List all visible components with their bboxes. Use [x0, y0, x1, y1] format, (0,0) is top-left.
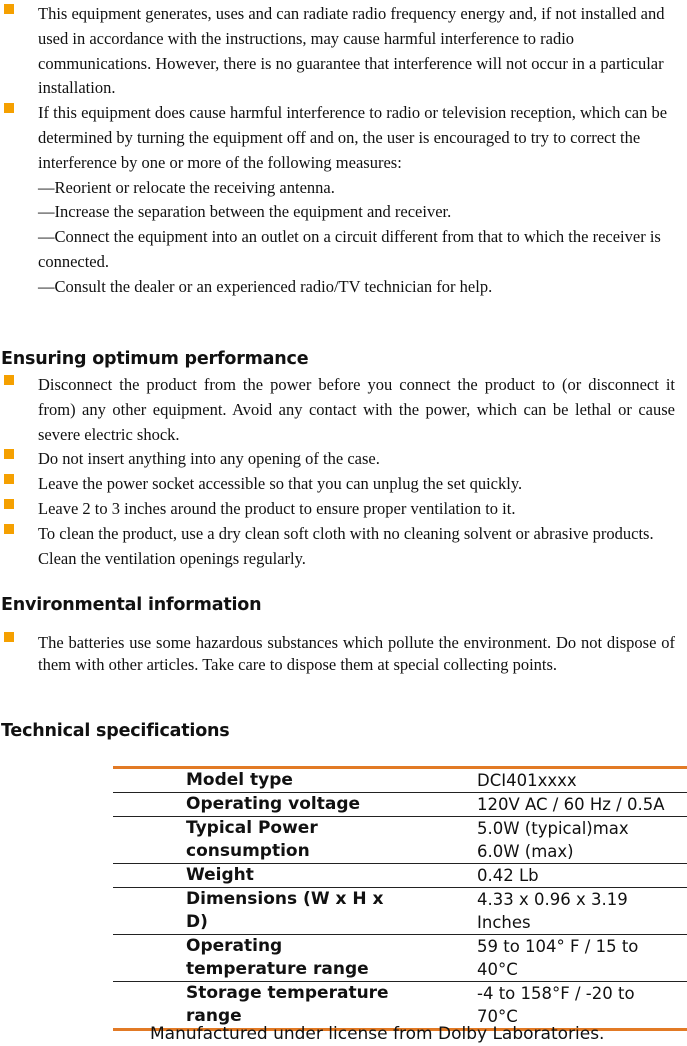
bullet-square-icon	[4, 632, 14, 642]
measure-item: —Increase the separation between the equipment and receiver.	[38, 202, 452, 222]
bullet-text: Leave the power socket accessible so that you can unplug the set quickly.	[38, 474, 523, 494]
spec-label: Storage temperature range	[186, 983, 389, 1026]
table-row	[113, 816, 687, 863]
environment-bullet-1	[0, 632, 675, 676]
environment-heading: Environmental information	[1, 595, 262, 615]
performance-bullet-3	[0, 472, 675, 497]
spec-value: 4.33 x 0.96 x 3.19 Inches	[477, 890, 628, 932]
bullet-square-icon	[4, 474, 14, 484]
table-row	[113, 863, 687, 887]
environment-section	[0, 632, 675, 676]
performance-bullet-1	[0, 373, 675, 447]
license-footer: Manufactured under license from Dolby Laboratories.	[150, 1024, 605, 1044]
spec-label: Typical Power consumption	[186, 818, 318, 861]
measure-item: —Reorient or relocate the receiving antenna.	[38, 177, 335, 197]
fcc-section	[0, 2, 675, 300]
table-row	[113, 792, 687, 816]
bullet-text: The batteries use some hazardous substances which pollute the environment. Do not dispose of them with other articles. Take care to dispose them at special collecting points.	[38, 633, 675, 674]
bullet-text: Leave 2 to 3 inches around the product to ensure proper ventilation to it.	[38, 498, 516, 518]
spec-label: Operating voltage	[186, 794, 361, 814]
performance-bullet-4	[0, 497, 675, 522]
performance-bullet-5	[0, 522, 675, 572]
measure-item: —Connect the equipment into an outlet on a circuit different from that to which the receiver is connected.	[38, 227, 661, 271]
performance-heading: Ensuring optimum performance	[1, 349, 309, 369]
table-row	[113, 769, 687, 792]
spec-label: Dimensions (W x H x D)	[186, 889, 384, 932]
bullet-text: If this equipment does cause harmful interference to radio or television reception, which can be determined by turning the equipment off and on, the user is encouraged to try to correct the interference by one or more of the following measures:	[38, 103, 668, 172]
bullet-square-icon	[4, 4, 14, 14]
table-row	[113, 981, 687, 1028]
spec-value: 120V AC / 60 Hz / 0.5A	[477, 795, 665, 814]
bullet-square-icon	[4, 103, 14, 113]
spec-value: -4 to 158°F / -20 to 70°C	[477, 984, 635, 1026]
spec-value: DCI401xxxx	[477, 771, 577, 790]
performance-section	[0, 373, 675, 571]
spec-value: 59 to 104° F / 15 to 40°C	[477, 937, 639, 979]
specs-heading: Technical specifications	[1, 721, 230, 741]
spec-value: 5.0W (typical)max 6.0W (max)	[477, 819, 629, 861]
table-row	[113, 934, 687, 981]
table-row	[113, 887, 687, 934]
spec-label: Model type	[186, 770, 293, 790]
spec-value: 0.42 Lb	[477, 866, 539, 885]
bullet-square-icon	[4, 449, 14, 459]
spec-label: Weight	[186, 865, 254, 885]
spec-label: Operating temperature range	[186, 936, 369, 979]
spec-table	[113, 766, 687, 1031]
bullet-square-icon	[4, 375, 14, 385]
bullet-text: Disconnect the product from the power before you connect the product to (or disconnect it from) any other equipment. Avoid any contact with the power, which can be lethal or cause severe electric shock.	[38, 375, 675, 444]
measure-item: —Consult the dealer or an experienced radio/TV technician for help.	[38, 276, 493, 296]
bullet-text: This equipment generates, uses and can radiate radio frequency energy and, if not installed and used in accordance with the instructions, may cause harmful interference to radio communications. However, there is no guarantee that interference will not occur in a particular installation.	[38, 4, 665, 98]
bullet-text: To clean the product, use a dry clean soft cloth with no cleaning solvent or abrasive products. Clean the ventilation openings regularly.	[38, 523, 654, 568]
bullet-square-icon	[4, 499, 14, 509]
bullet-text: Do not insert anything into any opening of the case.	[38, 449, 380, 469]
performance-bullet-2	[0, 447, 675, 472]
fcc-bullet-2	[0, 101, 675, 175]
fcc-bullet-1	[0, 2, 675, 101]
bullet-square-icon	[4, 524, 14, 534]
